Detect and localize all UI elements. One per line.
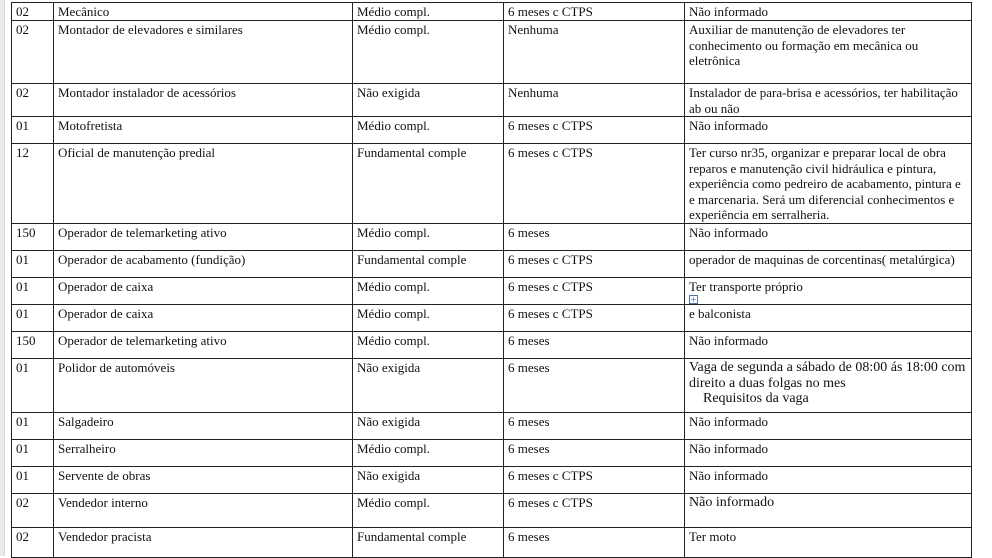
qty-cell: 01 — [12, 413, 54, 440]
requirements-cell — [685, 359, 972, 413]
table-row — [12, 528, 972, 558]
qty-cell: 150 — [12, 223, 54, 250]
qty-cell: 02 — [12, 21, 54, 84]
table-row — [12, 305, 972, 332]
qty-cell: 01 — [12, 467, 54, 494]
education-cell: Fundamental comple — [353, 144, 504, 224]
table-row — [12, 494, 972, 528]
education-cell: Não exigida — [353, 467, 504, 494]
qty-cell: 02 — [12, 84, 54, 117]
qty-cell: 01 — [12, 117, 54, 144]
requirements-extra-text: Requisitos da vaga — [703, 391, 809, 406]
occupation-cell: Vendedor interno — [54, 494, 353, 528]
experience-cell: 6 meses c CTPS — [504, 117, 685, 144]
experience-cell: 6 meses — [504, 413, 685, 440]
requirements-cell: Ter curso nr35, organizar e preparar local de obra reparos e manutenção civil hidráulica e pintura, experiência como pedreiro de acabamento, pintura e e marcenaria. Será um diferencial conhecimentos e experiência em serralheria. — [685, 144, 972, 224]
experience-cell: Nenhuma — [504, 84, 685, 117]
requirements-cell: Instalador de para-brisa e acessórios, ter habilitação ab ou não — [685, 84, 972, 117]
education-cell: Não exigida — [353, 84, 504, 117]
experience-cell: 6 meses — [504, 223, 685, 250]
table-row — [12, 332, 972, 359]
occupation-cell: Salgadeiro — [54, 413, 353, 440]
occupation-cell: Motofretista — [54, 117, 353, 144]
table-row — [12, 467, 972, 494]
experience-cell: 6 meses — [504, 528, 685, 558]
qty-cell: 150 — [12, 332, 54, 359]
plus-box-icon[interactable]: + — [690, 295, 697, 304]
education-cell: Médio compl. — [353, 440, 504, 467]
table-row — [12, 117, 972, 144]
occupation-cell: Polidor de automóveis — [54, 359, 353, 413]
table-row — [12, 277, 972, 305]
experience-cell: 6 meses — [504, 332, 685, 359]
qty-cell: 01 — [12, 250, 54, 277]
table-row — [12, 21, 972, 84]
experience-cell: 6 meses c CTPS — [504, 250, 685, 277]
requirements-cell: Não informado — [685, 332, 972, 359]
experience-cell: 6 meses c CTPS — [504, 144, 685, 224]
education-cell: Médio compl. — [353, 117, 504, 144]
education-cell: Fundamental comple — [353, 528, 504, 558]
experience-cell: Nenhuma — [504, 21, 685, 84]
qty-cell: 02 — [12, 494, 54, 528]
experience-cell: 6 meses c CTPS — [504, 277, 685, 305]
education-cell: Não exigida — [353, 359, 504, 413]
requirements-text: Ter transporte próprio — [689, 278, 803, 294]
occupation-cell: Montador de elevadores e similares — [54, 21, 353, 84]
requirements-cell: Não informado — [685, 440, 972, 467]
occupation-cell: Operador de telemarketing ativo — [54, 223, 353, 250]
qty-cell: 01 — [12, 305, 54, 332]
occupation-cell: Operador de acabamento (fundição) — [54, 250, 353, 277]
requirements-cell: Não informado — [685, 117, 972, 144]
qty-cell: 01 — [12, 277, 54, 305]
job-vacancies-table — [11, 2, 972, 558]
occupation-cell: Operador de caixa — [54, 277, 353, 305]
qty-cell: 12 — [12, 144, 54, 224]
experience-cell: 6 meses c CTPS — [504, 494, 685, 528]
requirements-cell: Não informado — [685, 413, 972, 440]
table-row — [12, 223, 972, 250]
requirements-cell: e balconista — [685, 305, 972, 332]
requirements-cell: Não informado — [685, 3, 972, 21]
education-cell: Médio compl. — [353, 21, 504, 84]
education-cell: Médio compl. — [353, 277, 504, 305]
table-row — [12, 3, 972, 21]
requirements-cell: Não informado — [685, 223, 972, 250]
occupation-cell: Operador de telemarketing ativo — [54, 332, 353, 359]
education-cell: Não exigida — [353, 413, 504, 440]
occupation-cell: Operador de caixa — [54, 305, 353, 332]
requirements-cell: operador de maquinas de corcentinas( metalúrgica) — [685, 250, 972, 277]
occupation-cell: Mecânico — [54, 3, 353, 21]
table-row — [12, 359, 972, 413]
requirements-cell — [685, 277, 972, 305]
table-row — [12, 84, 972, 117]
experience-cell: 6 meses c CTPS — [504, 305, 685, 332]
requirements-text: Vaga de segunda a sábado de 08:00 ás 18:00 com direito a duas folgas no mes — [689, 360, 966, 391]
education-cell: Médio compl. — [353, 3, 504, 21]
education-cell: Fundamental comple — [353, 250, 504, 277]
left-margin-bar — [0, 0, 5, 556]
occupation-cell: Oficial de manutenção predial — [54, 144, 353, 224]
experience-cell: 6 meses c CTPS — [504, 467, 685, 494]
qty-cell: 01 — [12, 440, 54, 467]
requirements-cell: Não informado — [685, 494, 972, 528]
occupation-cell: Vendedor pracista — [54, 528, 353, 558]
table-row — [12, 413, 972, 440]
experience-cell: 6 meses — [504, 440, 685, 467]
table-row — [12, 250, 972, 277]
occupation-cell: Montador instalador de acessórios — [54, 84, 353, 117]
education-cell: Médio compl. — [353, 223, 504, 250]
occupation-cell: Servente de obras — [54, 467, 353, 494]
qty-cell: 01 — [12, 359, 54, 413]
education-cell: Médio compl. — [353, 305, 504, 332]
qty-cell: 02 — [12, 3, 54, 21]
education-cell: Médio compl. — [353, 332, 504, 359]
qty-cell: 02 — [12, 528, 54, 558]
occupation-cell: Serralheiro — [54, 440, 353, 467]
requirements-cell: Não informado — [685, 467, 972, 494]
requirements-cell: Auxiliar de manutenção de elevadores ter conhecimento ou formação em mecânica ou eletrônica — [685, 21, 972, 84]
requirements-cell: Ter moto — [685, 528, 972, 558]
education-cell: Médio compl. — [353, 494, 504, 528]
experience-cell: 6 meses — [504, 359, 685, 413]
experience-cell: 6 meses c CTPS — [504, 3, 685, 21]
table-row — [12, 440, 972, 467]
table-row — [12, 144, 972, 224]
